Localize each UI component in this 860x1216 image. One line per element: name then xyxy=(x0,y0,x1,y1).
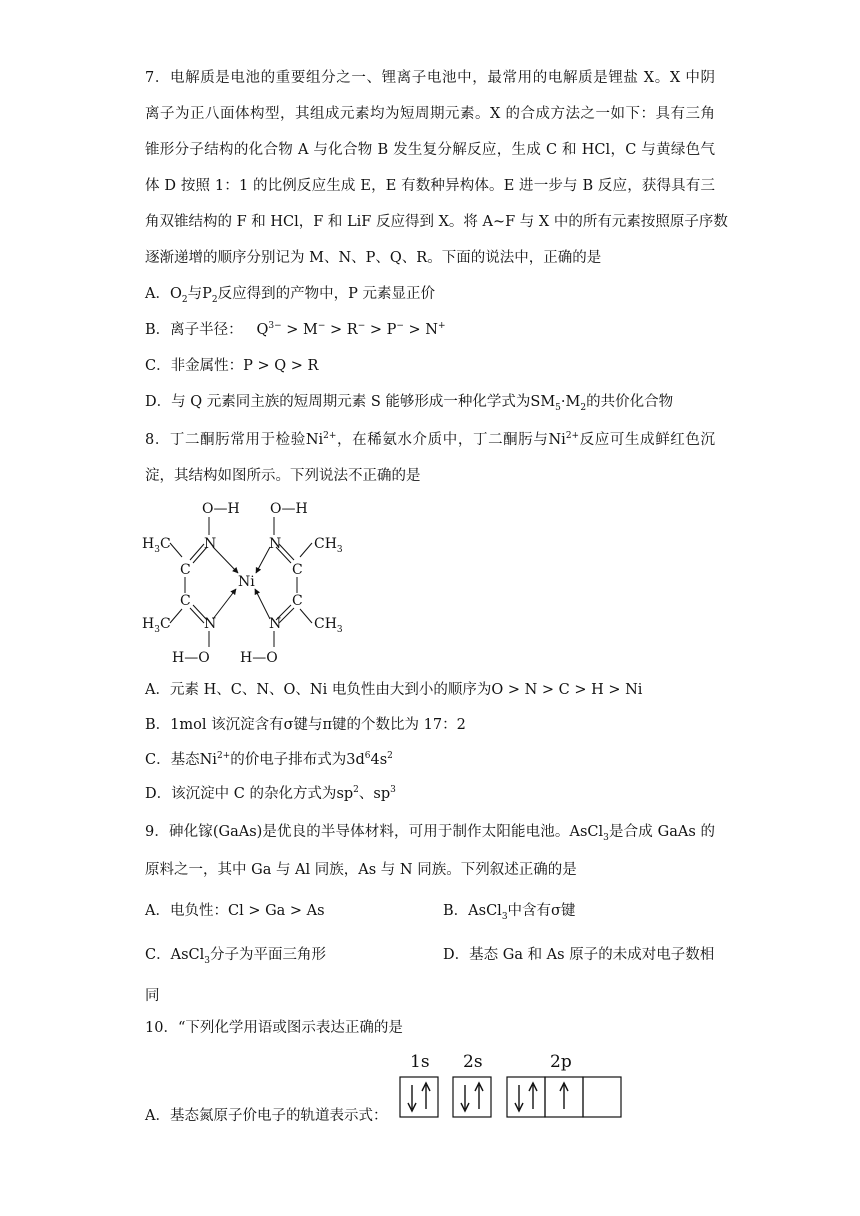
ho-bottom-left: H—O xyxy=(172,650,210,666)
q7-line-1: 7．电解质是电池的重要组分之一、锂离子电池中，最常用的电解质是锂盐 X。X 中阴 xyxy=(145,70,715,86)
q8-line-1: 8．丁二酮肟常用于检验$Ni^{2+}$，在稀氨水介质中，丁二酮肟与$Ni^{2+}$反应可生成鲜红色沉 xyxy=(145,431,716,448)
q9-option-b: B．AsCl$_3$中含有σ键 xyxy=(443,903,576,922)
q7-option-a: A．$O_2$与$P_2$反应得到的产物中，P 元素显正价 xyxy=(145,286,435,305)
oh-top-left: O—H xyxy=(202,501,240,517)
q7-option-b: B．离子半径： $Q^{3-} > M^- > R^- > P^- > N^+$ xyxy=(145,321,446,338)
q9-line-2: 原料之一，其中 Ga 与 Al 同族，As 与 N 同族。下列叙述正确的是 xyxy=(145,862,577,878)
methyl-bottom-right: $CH_3$ xyxy=(314,616,343,635)
q10-option-a: A．基态氮原子价电子的轨道表示式： xyxy=(145,1108,388,1124)
orbital-box-2p-3 xyxy=(583,1077,621,1117)
orbital-label-1s: 1s xyxy=(410,1052,430,1072)
q8-line-2: 淀，其结构如图所示。下列说法不正确的是 xyxy=(145,468,421,484)
nickel-dimethylglyoxime-structure xyxy=(142,497,352,667)
q10-line-1: 10．“下列化学用语或图示表达正确的是 xyxy=(145,1020,403,1036)
q7-line-6: 逐渐递增的顺序分别记为 M、N、P、Q、R。下面的说法中，正确的是 xyxy=(145,250,602,266)
c-atom-right-lower: C xyxy=(292,593,303,609)
q8-option-b: B．1mol 该沉淀含有σ键与π键的个数比为 17：2 xyxy=(145,717,466,733)
orbital-box-2p-1 xyxy=(507,1077,545,1117)
q7-line-4: 体 D 按照 1：1 的比例反应生成 E，E 有数种异构体。E 进一步与 B 反应，获得具有三 xyxy=(145,178,715,194)
q9-option-a: A．电负性：Cl > Ga > As xyxy=(145,903,325,919)
electron-down-arrow xyxy=(515,1085,523,1111)
q7-line-5: 角双锥结构的 F 和 HCl，F 和 LiF 反应得到 X。将 A~F 与 X 中的所有元素按照原子序数 xyxy=(145,214,728,230)
ho-bottom-right: H—O xyxy=(240,650,278,666)
electron-up-arrow xyxy=(529,1083,537,1109)
q7-line-2: 离子为正八面体构型，其组成元素均为短周期元素。X 的合成方法之一如下：具有三角 xyxy=(145,106,715,122)
methyl-top-right: $CH_3$ xyxy=(314,536,343,555)
electron-up-arrow xyxy=(475,1083,483,1109)
n-atom-bottom-left: N xyxy=(204,616,217,632)
n-atom-top-left: N xyxy=(204,536,217,552)
methyl-top-left: $H_3C$ xyxy=(142,536,171,555)
q8-option-a: A．元素 H、C、N、O、Ni 电负性由大到小的顺序为O > N > C > H > Ni xyxy=(145,682,643,698)
c-atom-left-lower: C xyxy=(180,593,191,609)
q8-option-d: D．该沉淀中 C 的杂化方式为$sp^2$、$sp^3$ xyxy=(145,785,396,802)
electron-up-arrow xyxy=(422,1083,430,1109)
orbital-label-2s: 2s xyxy=(463,1052,483,1072)
orbital-box-1s xyxy=(400,1077,438,1117)
q7-option-c: C．非金属性：P > Q > R xyxy=(145,358,319,374)
nitrogen-orbital-diagram xyxy=(395,1045,635,1125)
oh-top-right: O—H xyxy=(270,501,308,517)
q9-option-d-line-2: 同 xyxy=(145,988,160,1004)
electron-down-arrow xyxy=(408,1085,416,1111)
q9-line-1: 9．砷化镓(GaAs)是优良的半导体材料，可用于制作太阳能电池。AsCl$_3$是合成 GaAs 的 xyxy=(145,824,716,843)
electron-down-arrow xyxy=(461,1085,469,1111)
orbital-box-2s xyxy=(453,1077,491,1117)
q9-option-d-line-1: D．基态 Ga 和 As 原子的未成对电子数相 xyxy=(443,947,715,963)
q7-line-3: 锥形分子结构的化合物 A 与化合物 B 发生复分解反应，生成 C 和 HCl，C 与黄绿色气 xyxy=(145,142,715,158)
q9-option-c: C．AsCl$_3$分子为平面三角形 xyxy=(145,947,326,966)
n-atom-bottom-right: N xyxy=(269,616,282,632)
c-atom-left-upper: C xyxy=(180,562,191,578)
ni-atom: Ni xyxy=(238,574,255,590)
q8-option-c: C．基态$Ni^{2+}$的价电子排布式为$3d^64s^2$ xyxy=(145,751,393,768)
ion-radius-formula: $Q^{3-} > M^- > R^- > P^- > N^+$ xyxy=(247,321,446,338)
n-atom-top-right: N xyxy=(269,536,282,552)
q7-option-d: D．与 Q 元素同主族的短周期元素 S 能够形成一种化学式为$SM_5\cdot M_2$的共价化合物 xyxy=(145,394,674,413)
orbital-label-2p: 2p xyxy=(550,1052,572,1072)
c-atom-right-upper: C xyxy=(292,562,303,578)
electron-up-arrow xyxy=(560,1083,568,1109)
methyl-bottom-left: $H_3C$ xyxy=(142,616,171,635)
